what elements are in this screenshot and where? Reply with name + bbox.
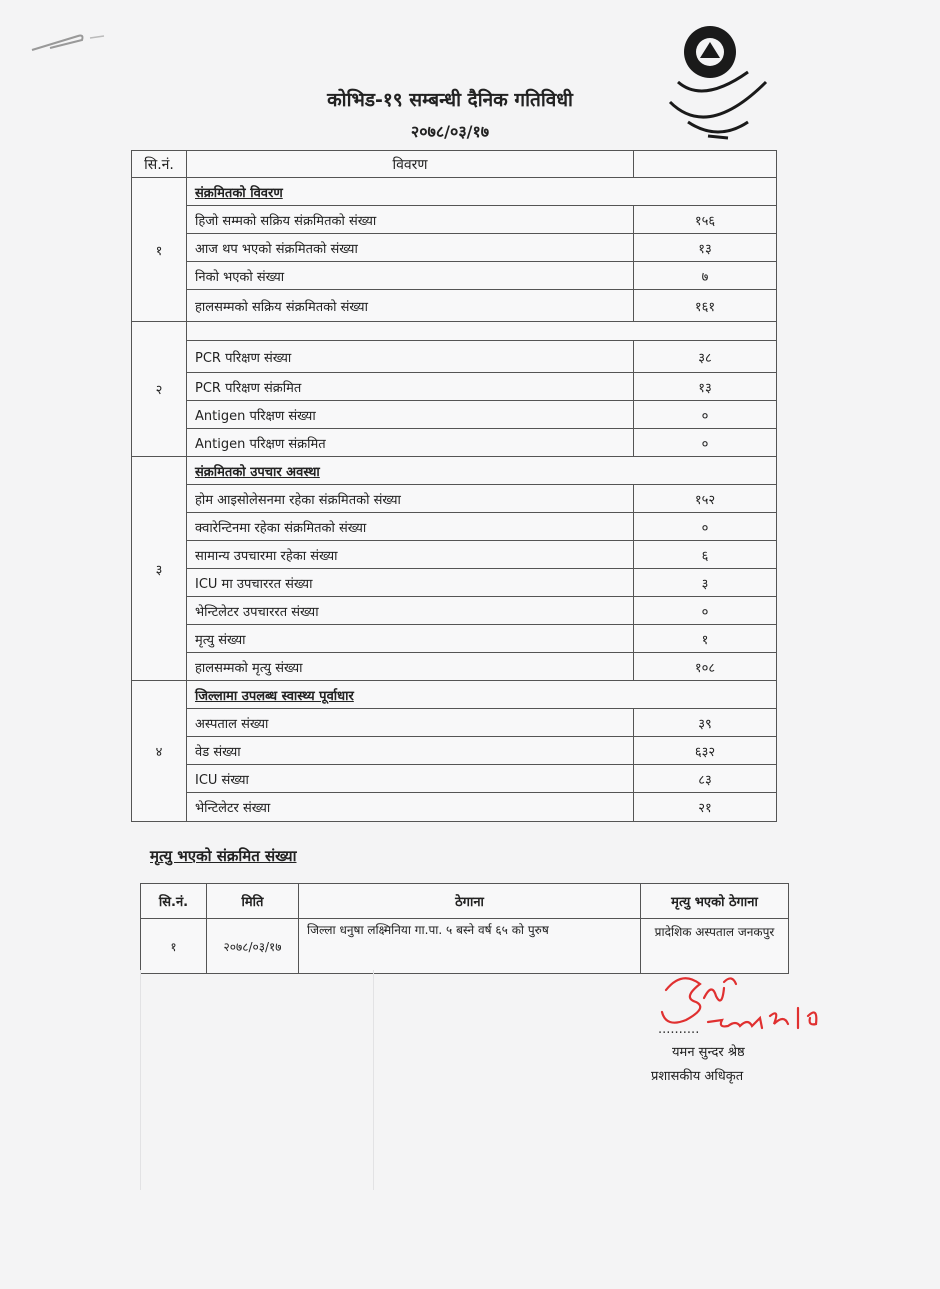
section-title bbox=[187, 322, 777, 341]
section-number: ३ bbox=[132, 457, 187, 681]
table-row bbox=[132, 206, 777, 234]
row-label: मृत्यु संख्या bbox=[187, 625, 634, 653]
header-date: मिति bbox=[207, 884, 299, 919]
row-label: PCR परिक्षण संख्या bbox=[187, 341, 634, 373]
table-row bbox=[132, 793, 777, 822]
table-row bbox=[132, 653, 777, 681]
header-death-place: मृत्यु भएको ठेगाना bbox=[641, 884, 789, 919]
table-row bbox=[132, 234, 777, 262]
table-header-row bbox=[132, 151, 777, 178]
row-value: ० bbox=[634, 429, 777, 457]
table-header-row bbox=[141, 884, 789, 919]
death-date: २०७८/०३/१७ bbox=[207, 919, 299, 974]
row-value: ० bbox=[634, 597, 777, 625]
section-title-row bbox=[132, 681, 777, 709]
row-label: हालसम्मको मृत्यु संख्या bbox=[187, 653, 634, 681]
death-sn: १ bbox=[141, 919, 207, 974]
table-row bbox=[132, 709, 777, 737]
row-value: १३ bbox=[634, 234, 777, 262]
section-number: १ bbox=[132, 178, 187, 322]
row-value: १३ bbox=[634, 373, 777, 401]
row-value: ० bbox=[634, 401, 777, 429]
row-value: ० bbox=[634, 513, 777, 541]
table-row bbox=[132, 429, 777, 457]
row-label: भेन्टिलेटर संख्या bbox=[187, 793, 634, 822]
section-title: संक्रमितको विवरण bbox=[187, 178, 777, 206]
row-label: हालसम्मको सक्रिय संक्रमितको संख्या bbox=[187, 290, 634, 322]
table-row bbox=[132, 373, 777, 401]
row-value: ६३२ bbox=[634, 737, 777, 765]
staple-mark bbox=[30, 30, 110, 60]
row-label: ICU मा उपचाररत संख्या bbox=[187, 569, 634, 597]
death-address: जिल्ला धनुषा लक्ष्मिनिया गा.पा. ५ बस्ने वर्ष ६५ को पुरुष bbox=[299, 919, 641, 974]
row-label: भेन्टिलेटर उपचाररत संख्या bbox=[187, 597, 634, 625]
section-title-row bbox=[132, 178, 777, 206]
table-row bbox=[132, 513, 777, 541]
row-value: ७ bbox=[634, 262, 777, 290]
section-title-row bbox=[132, 322, 777, 341]
row-label: होम आइसोलेसनमा रहेका संक्रमितको संख्या bbox=[187, 485, 634, 513]
table-row bbox=[132, 737, 777, 765]
header-sn: सि.नं. bbox=[132, 151, 187, 178]
death-place: प्रादेशिक अस्पताल जनकपुर bbox=[641, 919, 789, 974]
row-label: क्वारेन्टिनमा रहेका संक्रमितको संख्या bbox=[187, 513, 634, 541]
section-number: २ bbox=[132, 322, 187, 457]
section-number: ४ bbox=[132, 681, 187, 822]
signatory-title: प्रशासकीय अधिकृत bbox=[651, 1069, 744, 1084]
row-value: २१ bbox=[634, 793, 777, 822]
section-title: जिल्लामा उपलब्ध स्वास्थ्य पूर्वाधार bbox=[187, 681, 777, 709]
table-row bbox=[132, 341, 777, 373]
table-row bbox=[132, 290, 777, 322]
table-row bbox=[132, 485, 777, 513]
header-value bbox=[634, 151, 777, 178]
header-address: ठेगाना bbox=[299, 884, 641, 919]
row-value: ६ bbox=[634, 541, 777, 569]
row-value: ३ bbox=[634, 569, 777, 597]
table-row bbox=[132, 401, 777, 429]
section-title-row bbox=[132, 457, 777, 485]
row-value: १०८ bbox=[634, 653, 777, 681]
deaths-table bbox=[140, 883, 789, 974]
document-date: २०७८/०३/१७ bbox=[410, 122, 490, 141]
section-title: संक्रमितको उपचार अवस्था bbox=[187, 457, 777, 485]
table-row bbox=[132, 765, 777, 793]
faint-bleedthrough bbox=[140, 970, 374, 1190]
row-label: Antigen परिक्षण संख्या bbox=[187, 401, 634, 429]
table-row bbox=[132, 569, 777, 597]
row-label: निको भएको संख्या bbox=[187, 262, 634, 290]
table-row bbox=[132, 625, 777, 653]
table-row bbox=[132, 262, 777, 290]
row-label: ICU संख्या bbox=[187, 765, 634, 793]
document-title: कोभिड-१९ सम्बन्धी दैनिक गतिविधी bbox=[327, 89, 573, 111]
row-value: १५६ bbox=[634, 206, 777, 234]
header-sn: सि.नं. bbox=[141, 884, 207, 919]
table-row bbox=[132, 597, 777, 625]
row-value: १५२ bbox=[634, 485, 777, 513]
signatory-name: यमन सुन्दर श्रेष्ठ bbox=[672, 1045, 745, 1060]
header-description: विवरण bbox=[187, 151, 634, 178]
row-value: ३९ bbox=[634, 709, 777, 737]
row-label: अस्पताल संख्या bbox=[187, 709, 634, 737]
row-value: ३८ bbox=[634, 341, 777, 373]
table-row bbox=[141, 919, 789, 974]
deaths-heading: मृत्यु भएको संक्रमित संख्या bbox=[150, 847, 297, 865]
row-value: १६१ bbox=[634, 290, 777, 322]
row-label: Antigen परिक्षण संक्रमित bbox=[187, 429, 634, 457]
row-label: वेड संख्या bbox=[187, 737, 634, 765]
row-label: आज थप भएको संक्रमितको संख्या bbox=[187, 234, 634, 262]
covid-summary-table bbox=[131, 150, 777, 822]
table-row bbox=[132, 541, 777, 569]
signature-line: .......... bbox=[658, 1022, 700, 1037]
row-value: १ bbox=[634, 625, 777, 653]
row-label: सामान्य उपचारमा रहेका संख्या bbox=[187, 541, 634, 569]
row-value: ८३ bbox=[634, 765, 777, 793]
row-label: PCR परिक्षण संक्रमित bbox=[187, 373, 634, 401]
row-label: हिजो सम्मको सक्रिय संक्रमितको संख्या bbox=[187, 206, 634, 234]
